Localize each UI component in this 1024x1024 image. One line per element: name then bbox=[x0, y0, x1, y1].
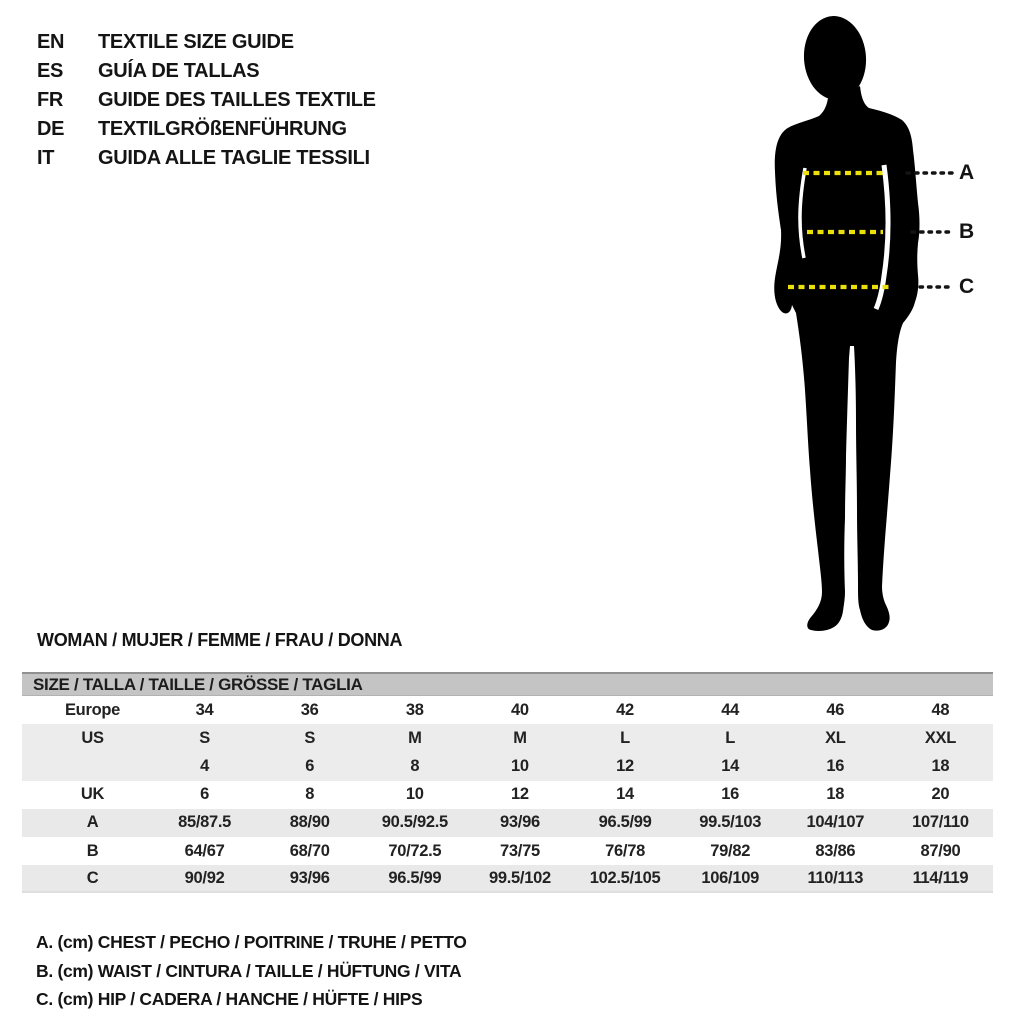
table-cell: 4 bbox=[200, 756, 209, 775]
table-row bbox=[22, 781, 993, 809]
table-cell: 106/109 bbox=[701, 868, 759, 887]
table-cell: S bbox=[199, 728, 210, 747]
table-cell: 8 bbox=[305, 785, 315, 804]
table-row bbox=[22, 724, 993, 752]
table-cell: S bbox=[304, 728, 316, 747]
table-cell: 110/113 bbox=[807, 868, 864, 887]
section-title-woman: WOMAN / MUJER / FEMME / FRAU / DONNA bbox=[37, 630, 403, 650]
table-cell: 42 bbox=[616, 700, 634, 719]
table-cell: 38 bbox=[405, 700, 424, 719]
table-cell: 20 bbox=[931, 785, 950, 804]
language-title: TEXTILGRÖßENFÜHRUNG bbox=[98, 118, 347, 140]
table-cell: XXL bbox=[924, 728, 957, 747]
table-cell: 10 bbox=[511, 756, 529, 775]
table-cell: 16 bbox=[721, 785, 740, 804]
language-code: ES bbox=[37, 60, 64, 82]
waist-label: B bbox=[959, 220, 975, 243]
language-row bbox=[37, 86, 376, 115]
table-cell: 6 bbox=[305, 756, 315, 775]
woman-silhouette bbox=[774, 14, 919, 631]
language-code: DE bbox=[37, 118, 65, 140]
table-cell: 85/87.5 bbox=[178, 813, 232, 832]
row-label: US bbox=[81, 728, 104, 747]
table-cell: L bbox=[620, 728, 630, 747]
row-label: A bbox=[86, 813, 99, 832]
table-cell: 44 bbox=[721, 700, 740, 719]
table-cell: 36 bbox=[300, 700, 319, 719]
language-title: GUÍA DE TALLAS bbox=[98, 60, 260, 82]
table-cell: 87/90 bbox=[920, 841, 961, 860]
table-cell: 70/72.5 bbox=[388, 841, 442, 860]
language-title: GUIDA ALLE TAGLIE TESSILI bbox=[98, 147, 370, 169]
table-cell: 34 bbox=[195, 700, 214, 719]
table-cell: 48 bbox=[931, 700, 950, 719]
table-cell: 16 bbox=[826, 756, 845, 775]
table-cell: 73/75 bbox=[500, 841, 540, 860]
table-cell: L bbox=[725, 728, 736, 747]
row-label: Europe bbox=[64, 700, 121, 719]
table-row bbox=[22, 696, 993, 724]
legend-line: A. (cm) CHEST / PECHO / POITRINE / TRUHE / PETTO bbox=[36, 932, 467, 952]
table-cell: 12 bbox=[511, 785, 529, 804]
table-cell: 6 bbox=[200, 785, 209, 804]
table-row bbox=[22, 752, 993, 780]
language-title: GUIDE DES TAILLES TEXTILE bbox=[98, 89, 376, 111]
legend-line: B. (cm) WAIST / CINTURA / TAILLE / HÜFTUNG / VITA bbox=[36, 960, 462, 981]
table-cell: 90.5/92.5 bbox=[381, 813, 448, 832]
size-table-body bbox=[22, 696, 993, 893]
woman-silhouette-figure bbox=[755, 10, 995, 635]
table-cell: 18 bbox=[931, 756, 950, 775]
chest-label: A bbox=[959, 161, 975, 184]
table-cell: M bbox=[408, 728, 422, 747]
language-row bbox=[37, 144, 376, 173]
table-cell: M bbox=[513, 728, 527, 747]
measurement-legend bbox=[36, 928, 467, 1014]
size-table bbox=[22, 672, 993, 893]
table-cell: 88/90 bbox=[289, 813, 330, 832]
language-code: FR bbox=[37, 89, 64, 111]
table-cell: 64/67 bbox=[184, 841, 225, 860]
table-cell: 10 bbox=[405, 785, 424, 804]
hip-label: C bbox=[959, 275, 975, 298]
table-cell: 76/78 bbox=[605, 841, 645, 860]
table-cell: 14 bbox=[721, 756, 740, 775]
table-cell: 68/70 bbox=[289, 841, 330, 860]
table-cell: 93/96 bbox=[289, 868, 330, 887]
table-cell: 102.5/105 bbox=[589, 868, 661, 887]
table-cell: 79/82 bbox=[710, 841, 751, 860]
language-code: IT bbox=[37, 147, 55, 169]
row-label: UK bbox=[80, 785, 105, 804]
table-row bbox=[22, 865, 993, 893]
table-cell: 83/86 bbox=[815, 841, 856, 860]
table-cell: 107/110 bbox=[912, 813, 969, 832]
table-row bbox=[22, 809, 993, 837]
language-code: EN bbox=[37, 31, 65, 53]
language-row bbox=[37, 57, 376, 86]
table-cell: 8 bbox=[410, 756, 420, 775]
table-cell: 18 bbox=[826, 785, 845, 804]
table-cell: 46 bbox=[826, 700, 845, 719]
table-cell: 96.5/99 bbox=[598, 813, 652, 832]
row-label: B bbox=[86, 841, 99, 860]
language-row bbox=[37, 28, 376, 57]
row-label: C bbox=[86, 868, 99, 887]
table-cell: 14 bbox=[616, 785, 634, 804]
table-cell: 96.5/99 bbox=[388, 868, 442, 887]
table-cell: 104/107 bbox=[806, 813, 865, 832]
table-cell: XL bbox=[825, 728, 846, 747]
table-cell: 99.5/102 bbox=[489, 868, 551, 887]
table-cell: 90/92 bbox=[184, 868, 225, 887]
table-cell: 93/96 bbox=[500, 813, 540, 832]
table-cell: 12 bbox=[616, 756, 634, 775]
size-table-header: SIZE / TALLA / TAILLE / GRÖSSE / TAGLIA bbox=[22, 672, 993, 696]
language-list bbox=[37, 28, 376, 173]
legend-line: C. (cm) HIP / CADERA / HANCHE / HÜFTE / HIPS bbox=[36, 989, 423, 1010]
table-cell: 99.5/103 bbox=[699, 813, 762, 832]
table-row bbox=[22, 837, 993, 865]
table-cell: 40 bbox=[511, 700, 529, 719]
language-title: TEXTILE SIZE GUIDE bbox=[98, 31, 294, 53]
language-row bbox=[37, 115, 376, 144]
table-cell: 114/119 bbox=[912, 868, 969, 887]
